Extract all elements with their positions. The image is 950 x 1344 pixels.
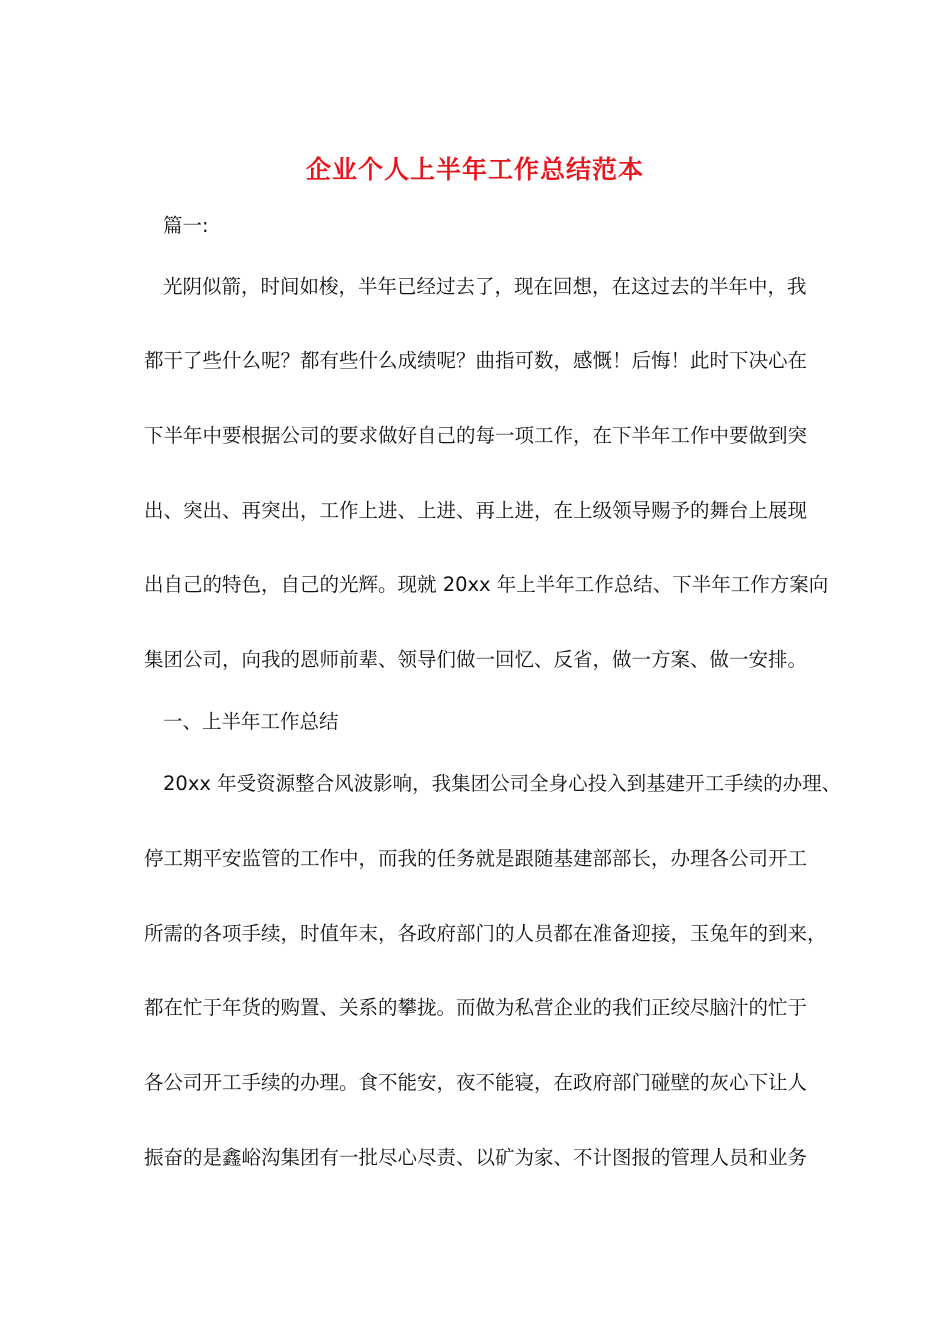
- paragraph-line: 都干了些什么呢？都有些什么成绩呢？曲指可数，感慨！后悔！此时下决心在: [144, 349, 808, 372]
- paragraph-line: 集团公司，向我的恩师前辈、领导们做一回忆、反省，做一方案、做一安排。: [144, 648, 808, 671]
- paragraph-line: 所需的各项手续，时值年末，各政府部门的人员都在准备迎接，玉兔年的到来，: [144, 922, 827, 945]
- paragraph-line: 都在忙于年货的购置、关系的攀拢。而做为私营企业的我们正绞尽脑汁的忙于: [144, 996, 808, 1019]
- paragraph-line: 振奋的是鑫峪沟集团有一批尽心尽责、以矿为家、不计图报的管理人员和业务: [144, 1146, 808, 1169]
- document-title: 企业个人上半年工作总结范本: [305, 155, 644, 184]
- paragraph-line: 20xx 年受资源整合风波影响，我集团公司全身心投入到基建开工手续的办理、: [163, 772, 842, 795]
- paragraph-line: 停工期平安监管的工作中，而我的任务就是跟随基建部部长，办理各公司开工: [144, 847, 808, 870]
- section-heading: 一、上半年工作总结: [163, 710, 339, 733]
- paragraph-line: 出、突出、再突出，工作上进、上进、再上进，在上级领导赐予的舞台上展现: [144, 499, 808, 522]
- paragraph-line: 光阴似箭，时间如梭，半年已经过去了，现在回想，在这过去的半年中，我: [163, 275, 807, 298]
- paragraph-line: 下半年中要根据公司的要求做好自己的每一项工作，在下半年工作中要做到突: [144, 424, 808, 447]
- section-label: 篇一:: [163, 214, 209, 237]
- paragraph-line: 各公司开工手续的办理。食不能安，夜不能寝，在政府部门碰壁的灰心下让人: [144, 1071, 808, 1094]
- paragraph-line: 出自己的特色，自己的光辉。现就 20xx 年上半年工作总结、下半年工作方案向: [144, 573, 829, 596]
